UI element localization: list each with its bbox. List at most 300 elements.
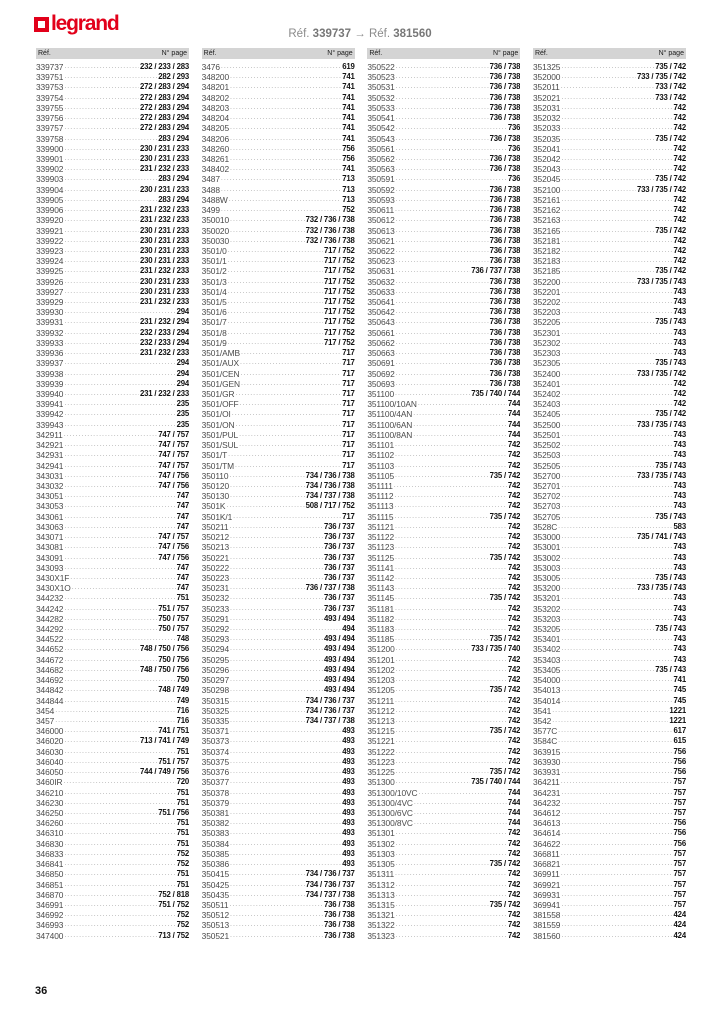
page-reference: 741 [342, 92, 355, 102]
reference-number: 350010 [201, 215, 230, 226]
dot-leader [561, 338, 672, 348]
reference-number: 351215 [367, 726, 395, 737]
page-reference: 230 / 231 / 233 [139, 153, 189, 163]
page-reference: 717 / 752 [323, 266, 355, 276]
index-row [36, 307, 189, 317]
index-row [36, 869, 189, 879]
reference-number: 350020 [201, 225, 230, 236]
index-row [533, 246, 686, 256]
index-row [533, 696, 686, 706]
reference-number: 352021 [532, 92, 561, 103]
page-reference: 493 [342, 756, 355, 766]
page-reference: 742 [507, 603, 521, 613]
page-reference: 757 [673, 869, 686, 879]
page-reference: 736 / 737 [323, 593, 355, 603]
index-row [36, 358, 189, 368]
page-reference: 735 / 743 [655, 511, 686, 521]
dot-leader [228, 266, 323, 276]
index-row [533, 144, 686, 154]
index-row [367, 154, 520, 164]
reference-number: 350693 [367, 378, 395, 389]
index-row [202, 522, 355, 532]
dot-leader [561, 389, 672, 399]
page-reference: 748 / 749 [158, 685, 189, 695]
reference-number: 350521 [201, 930, 230, 941]
dot-leader [396, 297, 489, 307]
page-reference: 235 [176, 419, 189, 429]
dot-leader [230, 532, 323, 542]
dot-leader [230, 154, 341, 164]
index-row [36, 471, 189, 481]
page-reference: 747 [176, 491, 189, 501]
dot-leader [561, 256, 672, 266]
page-reference: 736 / 738 [489, 348, 521, 358]
page-reference: 741 [342, 123, 355, 133]
index-row [202, 215, 355, 225]
dot-leader [64, 644, 139, 654]
reference-number: 3577C [532, 726, 558, 737]
brand-name: legrand [51, 12, 119, 35]
page-reference: 732 / 736 / 738 [305, 235, 355, 245]
reference-number: 350291 [201, 613, 230, 624]
dot-leader [396, 767, 489, 777]
reference-number: 351222 [367, 746, 395, 757]
dot-leader [552, 706, 668, 716]
reference-number: 350522 [367, 62, 395, 72]
reference-number: 346260 [36, 818, 64, 829]
dot-leader [230, 808, 341, 818]
index-row [533, 890, 686, 900]
index-row [367, 134, 520, 144]
page-reference: 736 / 738 [489, 215, 521, 225]
page-reference: 744 [507, 787, 521, 797]
reference-number: 350298 [201, 685, 230, 696]
reference-number: 339753 [36, 82, 64, 93]
page-reference: 750 / 757 [158, 613, 189, 623]
page-reference: 752 [176, 859, 189, 869]
page-reference: 232 / 233 / 283 [139, 62, 189, 71]
reference-number: 3501K [201, 501, 226, 512]
index-row [36, 777, 189, 787]
reference-number: 350631 [367, 266, 395, 277]
dot-leader [230, 655, 323, 665]
dot-leader [561, 113, 672, 123]
reference-number: 350212 [201, 532, 230, 543]
index-row [367, 563, 520, 573]
reference-number: 381558 [532, 910, 561, 921]
reference-number: 351223 [367, 756, 395, 767]
reference-number: 3501/OI [201, 409, 231, 420]
page-reference: 751 [176, 818, 189, 828]
dot-leader [396, 348, 489, 358]
reference-number: 344282 [36, 613, 64, 624]
reference-number: 344232 [36, 593, 64, 604]
reference-number: 351211 [367, 695, 395, 706]
reference-number: 343032 [36, 480, 64, 491]
index-row [202, 358, 355, 368]
index-row [367, 185, 520, 195]
page-reference: 736 / 738 [489, 225, 521, 235]
dot-leader [561, 818, 672, 828]
dot-leader [396, 266, 471, 276]
index-row [533, 583, 686, 593]
index-row [202, 72, 355, 82]
page-reference: 751 [176, 746, 189, 756]
dot-leader [395, 542, 507, 552]
dot-leader [230, 818, 341, 828]
index-row [533, 624, 686, 634]
reference-number: 3528C [532, 521, 558, 532]
dot-leader [228, 246, 323, 256]
dot-leader [395, 696, 507, 706]
page-reference: 717 [342, 511, 355, 521]
dot-leader [396, 185, 489, 195]
column-header [202, 48, 355, 59]
index-row [202, 266, 355, 276]
dot-leader [558, 522, 672, 532]
dot-leader [64, 440, 157, 450]
index-row [367, 369, 520, 379]
dot-leader [396, 900, 489, 910]
page-reference: 713 [342, 184, 355, 194]
dot-leader [561, 573, 654, 583]
reference-number: 344672 [36, 654, 64, 665]
page-reference: 742 [507, 879, 521, 889]
index-row [36, 103, 189, 113]
page-reference: 272 / 283 / 294 [139, 92, 189, 102]
page-reference: 230 / 231 / 233 [139, 235, 189, 245]
page-reference: 294 [176, 368, 189, 378]
dot-leader [230, 828, 341, 838]
page-reference: 493 / 494 [323, 654, 355, 664]
page-reference: 736 / 738 [489, 153, 521, 163]
index-row [367, 665, 520, 675]
index-row [367, 491, 520, 501]
index-row [36, 859, 189, 869]
dot-leader [64, 226, 139, 236]
reference-number: 350030 [201, 235, 230, 246]
page-reference: 742 [507, 491, 521, 501]
index-row [367, 655, 520, 665]
dot-leader [229, 195, 342, 205]
index-row [202, 593, 355, 603]
reference-number: 339903 [36, 174, 64, 185]
page-reference: 232 / 233 / 294 [139, 327, 189, 337]
index-row [367, 389, 520, 399]
page-reference: 736 / 738 [323, 930, 355, 940]
page-reference: 424 [673, 930, 686, 940]
page-reference: 742 [673, 245, 686, 255]
page-reference: 757 [673, 797, 686, 807]
dot-leader [230, 859, 341, 869]
dot-leader [64, 532, 157, 542]
index-row [533, 736, 686, 746]
reference-number: 350622 [367, 245, 395, 256]
index-row [533, 62, 686, 72]
index-row [367, 726, 520, 736]
ref-header: Réf. [369, 50, 383, 57]
reference-number: 351300 [367, 777, 395, 788]
page-reference: 733 / 735 / 743 [636, 583, 686, 593]
index-row [202, 164, 355, 174]
reference-number: 352183 [532, 256, 561, 267]
dot-leader [64, 72, 157, 82]
index-row [202, 185, 355, 195]
page-reference: 734 / 736 / 737 [305, 869, 355, 879]
dot-leader [230, 890, 305, 900]
page-reference: 751 / 757 [158, 756, 189, 766]
index-row [36, 369, 189, 379]
dot-leader [230, 134, 341, 144]
reference-number: 339905 [36, 194, 64, 205]
page-reference: 735 / 743 [655, 460, 686, 470]
page-reference: 716 [176, 705, 189, 715]
index-row [533, 174, 686, 184]
reference-number: 350231 [201, 583, 230, 594]
index-row [367, 910, 520, 920]
index-row [367, 236, 520, 246]
reference-number: 350513 [201, 920, 230, 931]
reference-number: 346230 [36, 797, 64, 808]
index-row [202, 675, 355, 685]
dot-leader [64, 757, 157, 767]
dot-leader [230, 685, 323, 695]
reference-number: 351121 [367, 521, 395, 532]
page-reference: 757 [673, 807, 686, 817]
dot-leader [396, 328, 489, 338]
dot-leader [230, 675, 323, 685]
index-row [367, 593, 520, 603]
dot-leader [64, 880, 175, 890]
dot-leader [230, 696, 305, 706]
page-reference: 736 / 737 [323, 552, 355, 562]
dot-leader [396, 675, 507, 685]
index-row [202, 409, 355, 419]
page-reference: 742 [507, 930, 521, 940]
reference-number: 3501/4 [201, 286, 227, 297]
index-row [367, 123, 520, 133]
dot-leader [230, 236, 305, 246]
reference-number: 3501/6 [201, 307, 227, 318]
reference-number: 339901 [36, 153, 64, 164]
page-reference: 747 / 757 [158, 429, 189, 439]
reference-number: 3584C [532, 736, 558, 747]
index-row [202, 634, 355, 644]
index-row [533, 747, 686, 757]
index-row [367, 900, 520, 910]
dot-leader [558, 726, 672, 736]
reference-number: 339754 [36, 92, 64, 103]
page-reference: 743 [673, 593, 686, 603]
reference-number: 350541 [367, 113, 395, 124]
page-reference: 756 [673, 818, 686, 828]
page-reference: 272 / 283 / 294 [139, 113, 189, 123]
page-reference: 744 [507, 419, 521, 429]
index-row [367, 890, 520, 900]
page-reference: 747 / 756 [158, 480, 189, 490]
reference-number: 352402 [532, 389, 561, 399]
reference-number: 353001 [532, 542, 561, 553]
dot-leader [72, 583, 176, 593]
index-row [533, 266, 686, 276]
index-row [367, 614, 520, 624]
dot-leader [64, 869, 175, 879]
reference-number: 343063 [36, 521, 64, 532]
index-row [533, 553, 686, 563]
reference-number: 339929 [36, 297, 64, 308]
dot-leader [64, 113, 139, 123]
dot-leader [396, 113, 489, 123]
dot-leader [561, 185, 636, 195]
index-row [202, 348, 355, 358]
dot-leader [64, 379, 175, 389]
dot-leader [230, 920, 323, 930]
dot-leader [64, 808, 157, 818]
page-reference: 742 [673, 113, 686, 123]
page-reference: 733 / 735 / 743 [636, 276, 686, 286]
index-row [36, 880, 189, 890]
dot-leader [64, 767, 139, 777]
dot-leader [241, 379, 341, 389]
dot-leader [561, 266, 654, 276]
index-row [367, 226, 520, 236]
reference-range [0, 28, 720, 40]
reference-number: 351185 [367, 634, 395, 645]
dot-leader [64, 420, 175, 430]
reference-number: 351142 [367, 572, 395, 583]
reference-number: 350384 [201, 838, 230, 849]
reference-number: 352202 [532, 297, 561, 308]
page-reference: 493 [342, 859, 355, 869]
page-reference: 583 [673, 521, 686, 531]
dot-leader [395, 869, 507, 879]
dot-leader [64, 246, 139, 256]
dot-leader [396, 174, 507, 184]
reference-number: 350425 [201, 879, 230, 890]
reference-number: 350385 [201, 848, 230, 859]
index-row [202, 440, 355, 450]
page-reference: 493 [342, 797, 355, 807]
index-row [36, 72, 189, 82]
index-row [202, 317, 355, 327]
page-reference: 742 [673, 389, 686, 398]
page-reference: 742 [507, 654, 521, 664]
index-row [202, 716, 355, 726]
reference-number: 343093 [36, 562, 64, 573]
index-row [36, 788, 189, 798]
page-reference: 230 / 231 / 233 [139, 286, 189, 296]
index-row [367, 399, 520, 409]
dot-leader [396, 859, 489, 869]
page-reference: 508 / 717 / 752 [305, 501, 355, 511]
index-row [367, 624, 520, 634]
reference-number: 351205 [367, 685, 395, 696]
reference-number: 339936 [36, 348, 64, 359]
index-row [533, 461, 686, 471]
index-row [367, 72, 520, 82]
page-reference: 752 [176, 910, 189, 920]
dot-leader [561, 798, 672, 808]
index-row [367, 788, 520, 798]
page-reference: 752 [176, 920, 189, 930]
index-row [36, 706, 189, 716]
reference-number: 351213 [367, 716, 395, 726]
dot-leader [561, 93, 654, 103]
dot-leader [561, 859, 672, 869]
dot-leader [396, 246, 489, 256]
dot-leader [395, 634, 489, 644]
index-row [367, 553, 520, 563]
page-reference: 230 / 231 / 233 [139, 143, 189, 153]
page-reference: 735 / 742 [489, 634, 521, 644]
column-header [36, 48, 189, 59]
dot-leader [228, 338, 323, 348]
index-row [533, 277, 686, 287]
index-row [202, 113, 355, 123]
reference-number: 3488 [201, 184, 220, 195]
reference-number: 351100/10AN [367, 399, 417, 410]
index-row [533, 798, 686, 808]
index-row [367, 798, 520, 808]
page-reference: 748 / 750 / 756 [139, 664, 189, 674]
reference-number: 350295 [201, 654, 230, 665]
reference-number: 343081 [36, 542, 64, 553]
reference-number: 351221 [367, 736, 395, 747]
index-row [533, 256, 686, 266]
page-reference: 743 [673, 603, 686, 613]
page-reference: 756 [342, 143, 355, 153]
index-row [367, 706, 520, 716]
reference-number: 352401 [532, 378, 561, 389]
dot-leader [396, 910, 507, 920]
reference-number: 364232 [532, 797, 561, 808]
reference-number: 352703 [532, 501, 561, 512]
index-row [533, 358, 686, 368]
index-row [202, 798, 355, 808]
page-reference: 757 [673, 889, 686, 899]
dot-leader [64, 818, 175, 828]
page-reference: 733 / 742 [655, 92, 686, 102]
index-row [367, 409, 520, 419]
dot-leader [396, 655, 507, 665]
page-reference: 717 [342, 409, 355, 419]
page-reference: 751 [176, 869, 189, 879]
reference-number: 352181 [532, 235, 561, 246]
dot-leader [64, 675, 175, 685]
page-reference: 294 [176, 307, 189, 317]
page-reference: 283 / 294 [158, 174, 189, 184]
page-reference: 747 [176, 511, 189, 521]
index-row [533, 123, 686, 133]
index-row [36, 491, 189, 501]
index-row [36, 593, 189, 603]
dot-leader [396, 369, 489, 379]
page-reference: 1221 [669, 716, 686, 725]
index-row [36, 348, 189, 358]
reference-number: 351100/8AN [367, 429, 413, 440]
dot-leader [64, 614, 157, 624]
page-reference: 493 / 494 [323, 634, 355, 644]
index-row [533, 880, 686, 890]
dot-leader [561, 696, 672, 706]
dot-leader [561, 123, 672, 133]
reference-number: 353003 [532, 562, 561, 573]
index-row [202, 818, 355, 828]
reference-number: 352185 [532, 266, 561, 277]
index-row [202, 869, 355, 879]
page-reference: 717 [342, 429, 355, 439]
page-reference: 736 / 737 [323, 532, 355, 542]
